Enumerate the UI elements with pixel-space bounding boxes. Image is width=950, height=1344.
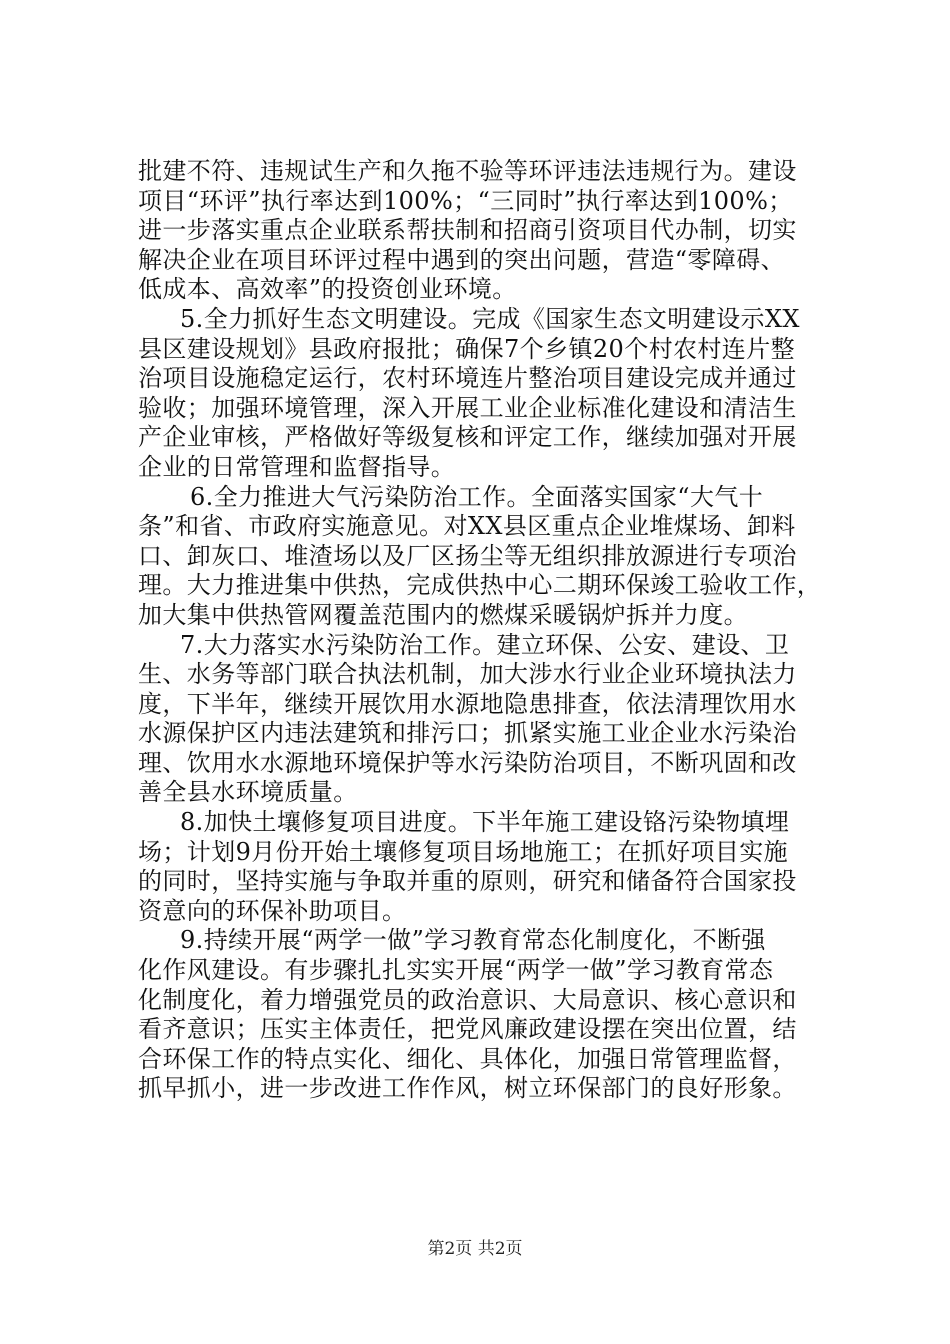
text-line: 合环保工作的特点实化、细化、具体化，加强日常管理监督， [138, 1044, 797, 1073]
text-line: 化制度化，着力增强党员的政治意识、大局意识、核心意识和 [138, 985, 797, 1014]
text-line: 县区建设规划》县政府报批；确保7个乡镇20个村农村连片整 [138, 334, 796, 363]
paragraph-6-start: 6.全力推进大气污染防治工作。全面落实国家“大气十 [190, 482, 764, 511]
text-line: 水源保护区内违法建筑和排污口；抓紧实施工业企业水污染治 [138, 719, 797, 748]
text-line: 进一步落实重点企业联系帮扶制和招商引资项目代办制，切实 [138, 216, 797, 245]
text-line: 的同时，坚持实施与争取并重的原则，研究和储备符合国家投 [138, 867, 797, 896]
text-line: 看齐意识；压实主体责任，把党风廉政建设摆在突出位置，结 [138, 1015, 797, 1044]
paragraph-8-start: 8.加快土壤修复项目进度。下半年施工建设铬污染物填埋 [180, 808, 790, 837]
text-line: 化作风建设。有步骤扎扎实实开展“两学一做”学习教育常态 [138, 956, 774, 985]
text-line: 条”和省、市政府实施意见。对XX县区重点企业堆煤场、卸料 [138, 512, 796, 541]
text-line: 低成本、高效率”的投资创业环境。 [138, 275, 517, 304]
page-number-footer: 第2页 共2页 [427, 1239, 523, 1259]
text-line: 理。大力推进集中供热，完成供热中心二期环保竣工验收工作， [138, 571, 822, 600]
text-line: 度，下半年，继续开展饮用水源地隐患排查，依法清理饮用水 [138, 689, 797, 718]
text-line: 解决企业在项目环评过程中遇到的突出问题，营造“零障碍、 [138, 245, 786, 274]
text-line: 治项目设施稳定运行，农村环境连片整治项目建设完成并通过 [138, 364, 797, 393]
text-line: 场；计划9月份开始土壤修复项目场地施工；在抓好项目实施 [138, 837, 789, 866]
text-line: 产企业审核，严格做好等级复核和评定工作，继续加强对开展 [138, 423, 797, 452]
text-line: 口、卸灰口、堆渣场以及厂区扬尘等无组织排放源进行专项治 [138, 541, 797, 570]
text-line: 加大集中供热管网覆盖范围内的燃煤采暖锅炉拆并力度。 [138, 600, 748, 629]
text-line: 理、饮用水水源地环境保护等水污染防治项目，不断巩固和改 [138, 748, 797, 777]
text-line: 企业的日常管理和监督指导。 [138, 452, 456, 481]
paragraph-7-start: 7.大力落实水污染防治工作。建立环保、公安、建设、卫 [180, 630, 790, 659]
text-line: 验收；加强环境管理，深入开展工业企业标准化建设和清洁生 [138, 393, 797, 422]
paragraph-5-start: 5.全力抓好生态文明建设。完成《国家生态文明建设示XX [180, 304, 800, 333]
text-line: 资意向的环保补助项目。 [138, 896, 407, 925]
text-line: 批建不符、违规试生产和久拖不验等环评违法违规行为。建设 [138, 157, 797, 185]
text-line: 善全县水环境质量。 [138, 778, 358, 807]
document-body [138, 157, 838, 1104]
text-line: 项目“环评”执行率达到100%；“三同时”执行率达到100%； [138, 186, 793, 215]
paragraph-9-start: 9.持续开展“两学一做”学习教育常态化制度化，不断强 [180, 926, 766, 955]
text-line: 生、水务等部门联合执法机制，加大涉水行业企业环境执法力 [138, 660, 797, 689]
text-line: 抓早抓小，进一步改进工作作风，树立环保部门的良好形象。 [138, 1074, 797, 1103]
